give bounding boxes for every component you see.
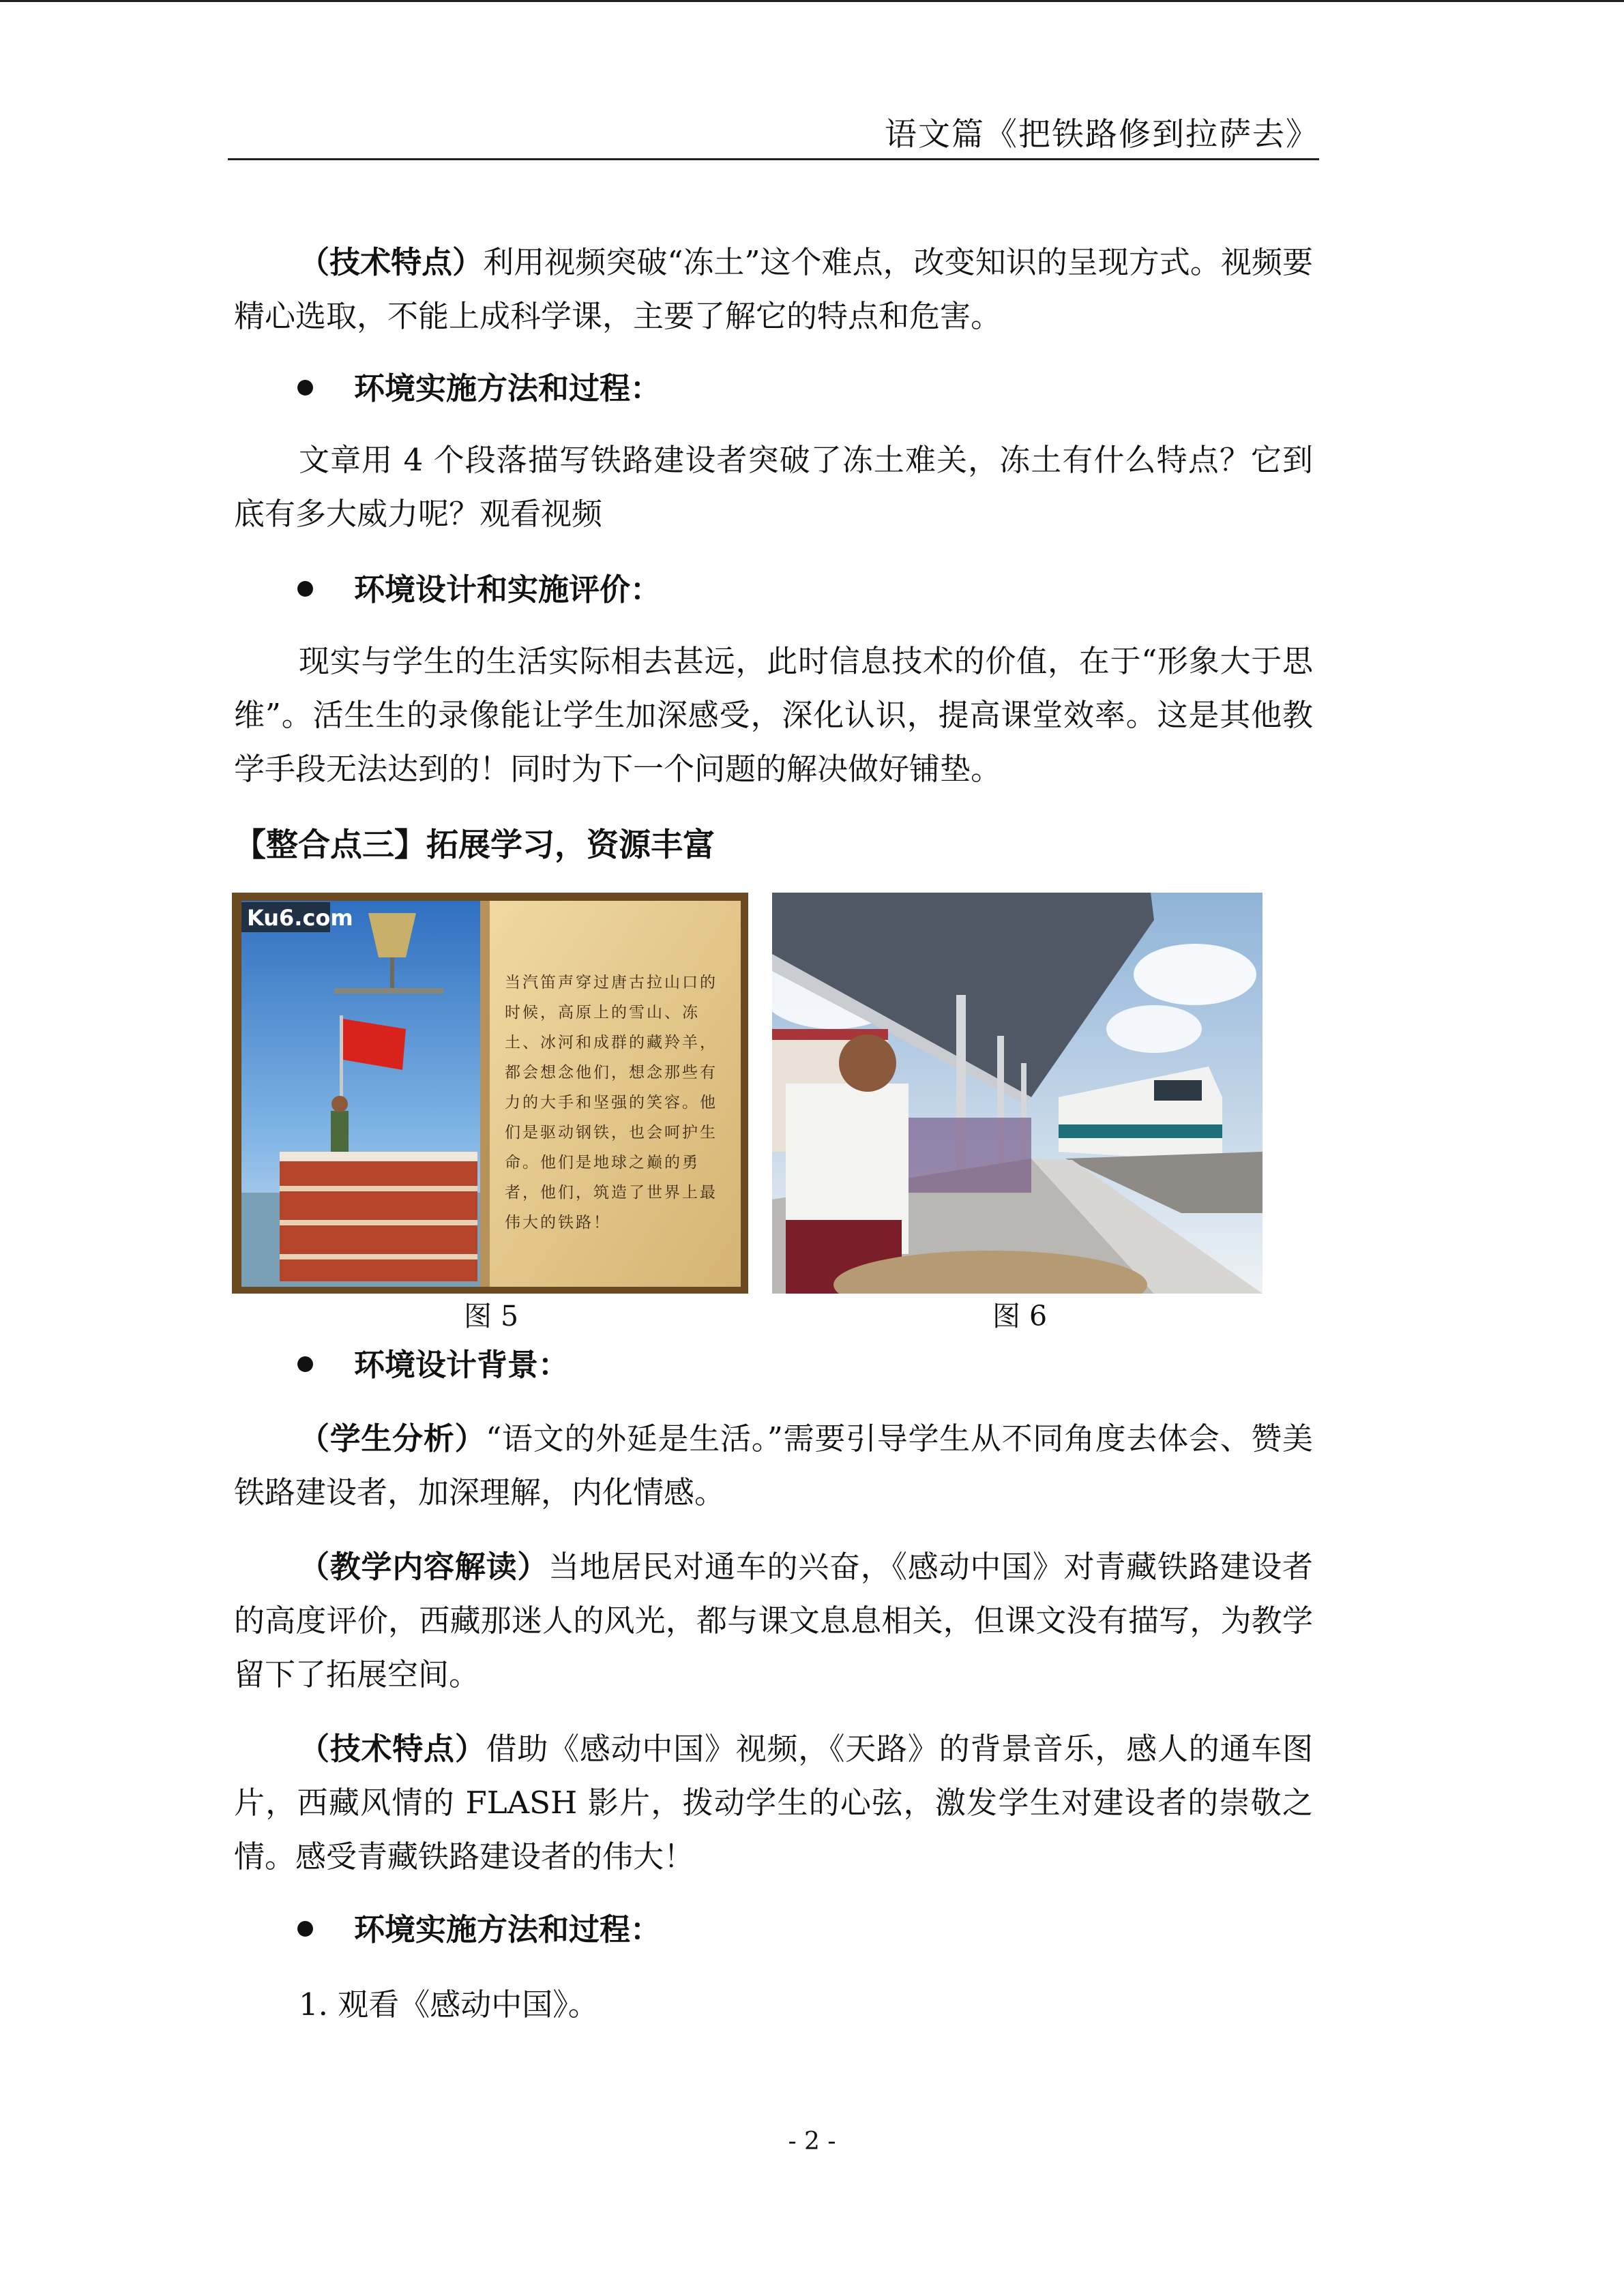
bullet-icon bbox=[297, 1921, 313, 1937]
page-header: 语文篇《把铁路修到拉萨去》 bbox=[885, 116, 1319, 153]
paragraph-label: （教学内容解读） bbox=[299, 1549, 549, 1585]
bullet-design-background bbox=[297, 1338, 569, 1392]
header-rule bbox=[228, 158, 1319, 160]
figure-6-caption: 图 6 bbox=[992, 1300, 1048, 1332]
bullet-icon bbox=[297, 380, 313, 396]
bullet-label: 环境设计背景： bbox=[354, 1347, 570, 1383]
figure-6-graphic bbox=[772, 893, 1263, 1294]
paragraph-text: 利用视频突破“冻土”这个难点，改变知识的呈现方式。视频要精心选取，不能上成科学课，主要了解它的特点和危害。 bbox=[234, 244, 1313, 334]
figure-5-caption: 图 5 bbox=[463, 1300, 519, 1332]
paragraph-step-1: 1. 观看《感动中国》。 bbox=[299, 1986, 599, 2023]
figure-5-poem: 当汽笛声穿过唐古拉山口的时候，高原上的雪山、冻土、冰河和成群的藏羚羊，都会想念他们，想念那些有力的大手和坚强的笑容。他们是驱动钢铁，也会呵护生命。他们是地球之巅的勇者，他们，筑造了世界上最伟大的铁路！ bbox=[505, 974, 718, 1232]
paragraph-tech-features bbox=[234, 235, 1313, 343]
bullet-label: 环境设计和实施评价： bbox=[354, 571, 662, 608]
section-heading: 【整合点三】拓展学习，资源丰富 bbox=[234, 826, 715, 864]
paragraph-label: （学生分析） bbox=[299, 1420, 486, 1457]
top-border bbox=[0, 0, 1624, 2]
paragraph-evaluation: 现实与学生的生活实际相去甚远，此时信息技术的价值，在于“形象大于思维”。活生生的录像能让学生加深感受，深化认识，提高课堂效率。这是其他教学手段无法达到的！同时为下一个问题的解决做好铺垫。 bbox=[234, 643, 1313, 787]
paragraph-text: “语文的外延是生活。”需要引导学生从不同角度去体会、赞美铁路建设者，加深理解，内化情感。 bbox=[234, 1420, 1313, 1510]
page-number: - 2 - bbox=[788, 2128, 836, 2156]
figure-6-image bbox=[772, 893, 1263, 1294]
bullet-icon bbox=[297, 1356, 313, 1372]
figure-5-image bbox=[232, 893, 748, 1294]
paragraph-student-analysis bbox=[234, 1412, 1313, 1519]
bullet-label: 环境实施方法和过程： bbox=[354, 1911, 662, 1948]
paragraph-label: （技术特点） bbox=[299, 1731, 486, 1767]
bullet-icon bbox=[297, 581, 313, 597]
paragraph-content-interpretation bbox=[234, 1540, 1313, 1701]
bullet-label: 环境实施方法和过程： bbox=[354, 370, 662, 406]
paragraph-label: （技术特点） bbox=[299, 244, 484, 280]
paragraph-text: 借助《感动中国》视频，《天路》的背景音乐，感人的通车图片，西藏风情的 FLASH 影片，拨动学生的心弦，激发学生对建设者的崇敬之情。感受青藏铁路建设者的伟大！ bbox=[234, 1731, 1313, 1875]
bullet-implementation bbox=[297, 361, 661, 415]
paragraph-tech-features-2 bbox=[234, 1722, 1313, 1883]
paragraph-frozen-soil: 文章用 4 个段落描写铁路建设者突破了冻土难关，冻土有什么特点？它到底有多大威力呢？观看视频 bbox=[234, 442, 1313, 532]
figure-5-watermark: Ku6.com bbox=[247, 905, 353, 931]
bullet-implementation-2 bbox=[297, 1903, 661, 1956]
bullet-evaluation bbox=[297, 563, 661, 616]
paragraph-text: 当地居民对通车的兴奋，《感动中国》对青藏铁路建设者的高度评价，西藏那迷人的风光，都与课文息息相关，但课文没有描写，为教学留下了拓展空间。 bbox=[234, 1549, 1313, 1693]
